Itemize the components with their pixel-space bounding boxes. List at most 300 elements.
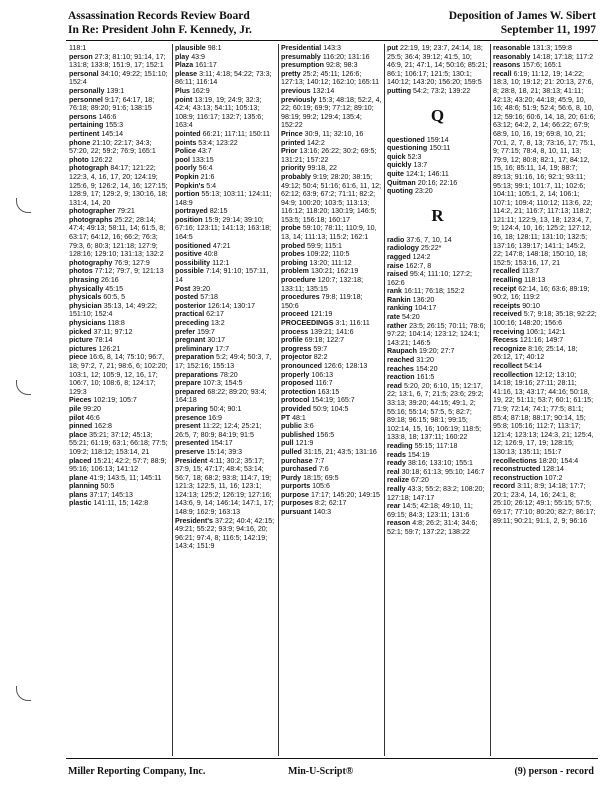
index-entry	[69, 285, 170, 294]
index-term: recollections	[493, 456, 537, 465]
index-page-refs: 157:6; 165:1	[522, 61, 562, 70]
index-page-refs: 43:9	[191, 52, 205, 61]
index-entry	[281, 293, 382, 310]
index-entry	[175, 190, 276, 207]
index-term: Presidential	[281, 44, 322, 52]
index-entry	[493, 61, 597, 70]
index-term: phrasing	[69, 276, 99, 285]
index-page-refs: 126:14; 130:17	[207, 301, 256, 310]
index-term: placed	[69, 456, 92, 465]
index-entry	[175, 259, 276, 268]
index-term: proceed	[281, 310, 309, 319]
index-entry	[69, 207, 170, 216]
index-entry	[281, 319, 382, 328]
index-entry	[175, 44, 276, 53]
index-term: purpose	[281, 490, 309, 499]
index-entry	[69, 431, 170, 457]
index-entry	[281, 139, 382, 148]
index-page-refs: 92:8; 98:3	[325, 61, 358, 70]
index-entry	[493, 267, 597, 276]
index-entry	[281, 405, 382, 414]
index-page-refs: 54:14	[524, 361, 542, 370]
index-entry	[281, 431, 382, 440]
index-page-refs: 21:6	[200, 172, 215, 181]
index-term: pointed	[175, 129, 201, 138]
index-term: pulled	[281, 447, 302, 456]
index-entry	[281, 130, 382, 139]
index-page-refs: 124:2	[412, 252, 431, 261]
index-entry	[281, 414, 382, 423]
index-term: probe	[281, 224, 301, 233]
index-entry	[387, 451, 488, 460]
index-entry	[281, 422, 382, 431]
index-page-refs: 35:13, 14; 49:22; 151:10; 152:4	[69, 301, 157, 319]
index-term: reconstructed	[493, 465, 541, 474]
index-page-refs: 77:12; 79:7, 9; 121:13	[94, 267, 164, 276]
index-term: ranking	[387, 304, 413, 313]
index-term: pursuant	[281, 508, 312, 517]
index-page-refs: 132:14	[312, 86, 335, 95]
index-term: recalling	[493, 276, 523, 285]
index-term: Plus	[175, 86, 190, 95]
index-term: picture	[69, 336, 93, 345]
index-page-refs: 13:7	[413, 161, 428, 170]
index-term: radiology	[387, 244, 419, 253]
index-term: pertinent	[69, 129, 100, 138]
index-page-refs: 90:10	[522, 301, 540, 310]
index-term: questioned	[387, 135, 425, 144]
index-entry	[69, 336, 170, 345]
index-entry	[387, 262, 488, 271]
index-page-refs: 13:20; 111:12	[309, 258, 352, 267]
index-entry	[387, 153, 488, 162]
index-page-refs: 17:17; 145:20; 149:15	[310, 490, 380, 499]
index-term: portion	[175, 190, 200, 199]
index-page-refs: 82:2	[313, 353, 328, 362]
index-term: purchased	[281, 465, 317, 474]
index-term: piece	[69, 353, 88, 362]
index-page-refs: 11:22; 12:4; 25:21; 26:5, 7; 80:9; 84:19; 91:5	[175, 422, 262, 439]
index-page-refs: 25:22*	[420, 244, 442, 253]
index-page-refs: 106:1; 142:1	[526, 327, 566, 336]
index-term: raised	[387, 270, 408, 279]
index-entry	[387, 287, 488, 296]
index-page-refs: 118:13	[524, 276, 546, 285]
index-page-refs: 116:20; 131:16	[322, 52, 370, 61]
index-page-refs: 5:2; 49:4; 50:3, 7, 17; 152:16; 155:13	[175, 353, 272, 370]
index-page-refs: 8:16; 25:14, 18; 26:12, 17; 40:12	[493, 344, 578, 362]
index-page-refs: 50:5	[100, 482, 115, 491]
index-term: presence	[175, 413, 207, 422]
index-entry	[175, 164, 276, 173]
index-page-refs: 25:2; 45:11; 126:6; 127:13; 140:12; 162:10; 165:11	[281, 69, 380, 87]
index-page-refs: 141:11, 15; 142:8	[93, 499, 149, 508]
index-term: recollection	[493, 370, 533, 379]
index-entry	[69, 267, 170, 276]
index-term: reading	[387, 441, 413, 450]
index-entry	[69, 53, 170, 70]
index-term: preparations	[175, 370, 218, 379]
index-entry	[175, 285, 276, 294]
index-term: Post	[175, 284, 191, 293]
index-entry	[69, 113, 170, 122]
index-page-refs: 69:18; 122:7	[304, 336, 345, 345]
index-page-refs: 162:9	[191, 86, 210, 95]
index-page-refs: 78:14	[94, 336, 113, 345]
column-divider	[278, 44, 279, 756]
index-page-refs: 53:4; 123:22	[198, 138, 238, 147]
index-term: physically	[69, 284, 104, 293]
index-page-refs: 52:3	[407, 152, 422, 161]
index-term: process	[281, 327, 309, 336]
index-term: put	[387, 44, 399, 52]
index-term: questioning	[387, 144, 428, 153]
index-entry	[281, 242, 382, 251]
index-term: purports	[281, 482, 311, 491]
index-entry	[175, 242, 276, 251]
index-term: real	[387, 467, 400, 476]
index-page-refs: 62:17	[206, 310, 224, 319]
index-page-refs: 106:13	[311, 370, 334, 379]
index-page-refs: 15:3; 48:18; 52:2, 4, 22; 60:19; 69:9; 77:12; 89:10; 98:19; 99:2; 129:4; 135:4; 152:22	[281, 95, 382, 130]
index-entry	[493, 302, 597, 311]
min-u-script-mark: Min-U-Script®	[288, 766, 354, 777]
index-term: received	[493, 310, 522, 319]
index-entry	[281, 224, 382, 241]
index-term: practical	[175, 310, 205, 319]
index-term: personal	[69, 69, 99, 78]
index-term: Plaza	[175, 61, 194, 70]
index-entry	[175, 207, 276, 216]
index-term: positioned	[175, 241, 211, 250]
index-page-refs: 142:2	[307, 138, 325, 147]
index-entry	[69, 70, 170, 87]
index-entry	[493, 310, 597, 327]
index-entry	[175, 457, 276, 517]
index-entry	[387, 459, 488, 468]
index-page-refs: 133:15	[191, 155, 214, 164]
index-entry	[387, 442, 488, 451]
index-term: rather	[387, 321, 408, 330]
index-entry	[175, 345, 276, 354]
index-entry	[387, 44, 488, 87]
index-entry	[69, 319, 170, 328]
index-term: physicals	[69, 293, 102, 302]
index-term: pregnant	[175, 336, 206, 345]
index-page-refs: 121:9	[295, 439, 314, 448]
index-entry	[175, 405, 276, 414]
index-term: receiving	[493, 327, 525, 336]
index-entry	[387, 304, 488, 313]
index-page-refs: 7:6	[318, 465, 329, 474]
index-term: ready	[387, 459, 406, 468]
header-rule	[66, 40, 598, 41]
index-entry	[281, 439, 382, 448]
index-entry	[175, 328, 276, 337]
index-term: protection	[281, 387, 316, 396]
index-entry	[387, 313, 488, 322]
index-page-refs: 163:15	[317, 387, 340, 396]
index-entry	[387, 161, 488, 170]
index-page-refs: 112:1	[212, 258, 230, 267]
index-page-refs: 118:8	[107, 319, 125, 327]
index-page-refs: 5:4	[206, 181, 217, 190]
index-entry	[281, 173, 382, 225]
index-term: Rankin	[387, 295, 411, 304]
index-page-refs: 21:10; 22:17; 34:3; 57:20, 22; 59:2; 76:9; 165:1	[69, 138, 156, 156]
index-page-refs: 23:20	[414, 187, 433, 196]
index-entry	[493, 53, 597, 62]
index-page-refs: 118:1	[69, 44, 87, 52]
index-page-refs: 78:20	[219, 370, 238, 379]
index-entry	[69, 302, 170, 319]
index-term: Pieces	[69, 396, 92, 405]
index-term: quite	[387, 169, 404, 178]
index-entry	[281, 53, 382, 62]
index-term: pronounced	[281, 361, 322, 370]
index-column	[493, 44, 597, 756]
index-page-refs: 59:10; 78:11; 110:9, 10, 13, 14; 111:13; 115:2; 162:1	[281, 224, 377, 242]
index-page-refs: 25:22; 28:14; 47:4; 49:13; 58:11, 14; 61:5, 8; 63:17; 64:12, 16; 66:2; 76:3; 79:3, 6; 80:3; 121:18; 127:9; 128:16; 129:10; 131:13; 132:2	[69, 215, 166, 259]
index-term: personally	[69, 86, 105, 95]
index-term: probes	[281, 250, 305, 259]
index-term: President	[175, 456, 208, 465]
index-term: persons	[69, 112, 97, 121]
index-entry	[281, 336, 382, 345]
index-term: prepared	[175, 387, 206, 396]
index-term: problem	[281, 267, 309, 276]
index-entry	[69, 164, 170, 207]
index-entry	[69, 216, 170, 259]
index-entry	[281, 164, 382, 173]
index-page-refs: 14:18; 17:18; 117:2	[532, 52, 594, 61]
index-term: really	[387, 484, 406, 493]
index-term: pretty	[281, 69, 301, 78]
index-entry	[281, 87, 382, 96]
index-term: picked	[69, 327, 92, 336]
index-page-refs: 41:9; 143:5, 11; 145:11	[89, 473, 162, 482]
index-entry	[175, 302, 276, 311]
index-page-refs: 107:2	[544, 473, 563, 482]
index-entry	[175, 147, 276, 156]
index-entry	[281, 96, 382, 130]
index-entry	[69, 139, 170, 156]
index-term: pertaining	[69, 121, 104, 130]
index-entry	[69, 345, 170, 354]
index-term: progress	[281, 344, 312, 353]
index-page-refs: 30:9, 11; 32:10, 16	[304, 129, 364, 138]
index-entry	[387, 347, 488, 356]
index-page-refs: 27:3; 81:10; 91:14, 17; 131:8; 133:8; 151:9, 17; 152:1	[69, 52, 166, 70]
index-entry	[281, 448, 382, 457]
page-range: (9) person - record	[514, 766, 594, 777]
index-term: quick	[387, 152, 406, 161]
binder-hole-mark	[16, 198, 31, 213]
index-entry	[281, 508, 382, 517]
index-term: physician	[69, 301, 102, 310]
index-entry	[175, 310, 276, 319]
index-term: quoting	[387, 187, 413, 196]
index-entry	[387, 244, 488, 253]
index-term: rank	[387, 287, 402, 296]
index-term: read	[387, 381, 402, 390]
index-entry	[281, 379, 382, 388]
index-term: play	[175, 52, 190, 61]
index-term: quickly	[387, 161, 412, 170]
index-page-refs: 47:21	[212, 241, 231, 250]
index-term: Police	[175, 147, 196, 156]
index-entry	[387, 179, 488, 188]
index-page-refs: 79:8; 119:18; 150:6	[281, 293, 363, 310]
index-term: raise	[387, 261, 404, 270]
index-term: pull	[281, 439, 294, 448]
index-entry	[493, 328, 597, 337]
index-term: priority	[281, 164, 306, 173]
index-page-refs: 31:15, 21; 43:5; 131:16	[303, 447, 377, 456]
index-page-refs: 9:17; 64:17, 18; 76:18; 89:20; 91:6; 138:15	[69, 95, 155, 113]
index-page-refs: 4:8; 26:2; 31:4; 34:6; 52:1; 59:7; 137:22; 138:22	[387, 519, 478, 536]
index-entry	[281, 396, 382, 405]
index-page-refs: 154:20	[415, 364, 438, 373]
index-page-refs: 22:19, 19; 23:7, 24:14, 18; 25:5; 36:4; 39:12; 41:5, 10; 46:9, 21; 47:1, 14; 50:16; 85:21; 86:1; 106:17; 121:5; 130:1; 140:12; 143:20; 156:20; 159:5	[387, 44, 488, 87]
index-entry	[69, 414, 170, 423]
index-entry	[281, 465, 382, 474]
index-term: preparing	[175, 404, 208, 413]
index-entry	[493, 44, 597, 53]
board-title: Assassination Records Review Board	[68, 10, 250, 22]
index-term: record	[493, 482, 516, 491]
index-term: plausible	[175, 44, 206, 52]
index-entry	[387, 144, 488, 153]
index-term: photos	[69, 267, 93, 276]
index-entry	[175, 53, 276, 62]
index-term: plans	[69, 490, 88, 499]
index-entry	[175, 156, 276, 165]
index-term: Popkin's	[175, 181, 205, 190]
index-page-refs: 95:4; 111:10; 127:2; 162:6	[387, 270, 472, 287]
index-page-refs: 57:18	[200, 293, 219, 302]
footer-rule	[66, 758, 598, 759]
index-entry	[175, 173, 276, 182]
index-page-refs: 3:6	[303, 422, 314, 431]
index-entry	[387, 253, 488, 262]
index-column	[387, 44, 488, 756]
index-term: reaches	[387, 364, 414, 373]
index-term: probed	[281, 241, 306, 250]
index-term: PROCEEDINGS	[281, 319, 334, 327]
index-page-refs: 54:2; 73:2; 139:22	[413, 86, 471, 95]
index-term: probing	[281, 258, 308, 267]
index-page-refs: 105:6	[312, 482, 330, 491]
index-page-refs: 30:18; 61:13; 95:10; 146:7	[401, 467, 485, 476]
index-entry	[493, 371, 597, 457]
index-page-refs: 113:7	[521, 267, 540, 276]
index-page-refs: 12:12; 13:10; 14:18; 19:16; 27:11; 28:11; 41:16, 13; 43:17; 44:16; 50:18, 19, 22; 51:11; 53:7; 60:1; 61:15; 71:9; 72:14; 74:1; 77:5; 81:1; 85:4; 87:18; 88:17; 90:14, 15; 95:8; 105:16; 112:7; 113:17; 121:4; 123:13; 124:3, 21; 125:4, 12; 126:9, 17, 19; 128:15; 130:13; 135:11; 151:7	[493, 370, 594, 456]
index-page-refs: 126:6; 128:13	[323, 361, 368, 370]
index-term: President's	[175, 516, 213, 525]
index-page-refs: 13:16; 26:22; 30:2; 69:5; 131:21; 157:22	[281, 147, 377, 164]
index-page-refs: 102:19; 105:7	[93, 396, 137, 405]
index-term: posterior	[175, 301, 206, 310]
index-entry	[175, 379, 276, 388]
index-section-letter: R	[431, 205, 444, 225]
index-term: photographer	[69, 207, 116, 216]
index-entry	[69, 87, 170, 96]
index-page-refs: 68:22; 89:20; 93:4; 164:18	[175, 387, 267, 405]
index-entry	[175, 517, 276, 551]
index-page-refs: 37:22; 40:4; 42:15; 49:21; 55:22; 93:9; 94:16, 20; 96:21; 97:4, 8; 116:5; 142:19; 143:4; 151:9	[175, 516, 275, 551]
index-page-refs: 161:5	[416, 373, 435, 382]
index-page-refs: 23:5; 26:15; 70:11; 78:6; 97:22; 104:14; 123:12; 124:1; 143:21; 146:5	[387, 321, 486, 347]
index-page-refs: 19:20; 27:7	[418, 347, 455, 356]
index-page-refs: 35:21; 37:12; 45:13; 55:21; 61:19; 63:1; 66:18; 77:5; 109:2; 118:12; 153:14, 21	[69, 430, 168, 456]
index-term: presumably	[281, 52, 321, 61]
index-page-refs: 55:15; 117:18	[414, 441, 458, 450]
index-page-refs: 15:9; 29:14; 39:10; 67:16; 123:11; 141:13; 163:18; 164:5	[175, 215, 272, 242]
index-page-refs: 3:1; 116:11	[335, 319, 370, 327]
index-term: probably	[281, 172, 311, 181]
index-entry	[493, 276, 597, 285]
index-page-refs: 50:9; 104:5	[312, 404, 349, 413]
index-page-refs: 17:7	[215, 344, 230, 353]
index-entry	[387, 519, 488, 536]
index-entry	[281, 474, 382, 483]
index-entry	[69, 276, 170, 285]
index-entry	[387, 502, 488, 519]
index-entry	[175, 293, 276, 302]
index-page-refs: 146:6	[98, 112, 117, 121]
index-page-refs: 76:9; 127:9	[114, 258, 150, 267]
index-page-refs: 162:7, 8	[405, 261, 432, 270]
index-term: planning	[69, 482, 99, 491]
index-term: Popkin	[175, 172, 199, 181]
index-entry	[175, 439, 276, 448]
index-term: recollect	[493, 361, 523, 370]
index-page-refs: 59:9; 115:1	[307, 241, 343, 250]
index-term: plane	[69, 473, 88, 482]
index-entry	[175, 319, 276, 328]
index-term: receipts	[493, 301, 521, 310]
index-entry	[387, 136, 488, 145]
index-term: reads	[387, 450, 406, 459]
index-term: PT	[281, 413, 291, 422]
index-term: reconstruction	[493, 473, 543, 482]
index-page-refs: 18:15; 69:5	[303, 473, 339, 482]
index-entry	[175, 353, 276, 370]
index-page-refs: 155:3	[105, 121, 124, 130]
index-page-refs: 120:7; 132:18; 133:11; 135:15	[281, 276, 364, 293]
index-entry	[69, 422, 170, 431]
index-page-refs: 18:20; 154:4	[538, 456, 579, 465]
index-entry	[281, 147, 382, 164]
index-page-refs: 43:7	[197, 147, 212, 156]
index-page-refs: 13:19, 19; 24:9; 32:3; 42:4; 43:13; 54:11; 105:13; 108:9; 116:17; 132:7; 135:6; 163:4	[175, 95, 264, 130]
index-entry	[69, 130, 170, 139]
index-page-refs: 116:7	[315, 379, 333, 388]
index-term: reached	[387, 356, 415, 365]
index-term: ragged	[387, 252, 411, 261]
index-entry	[175, 216, 276, 242]
index-term: putting	[387, 86, 412, 95]
index-term: radio	[387, 235, 405, 244]
index-term: receipt	[493, 284, 517, 293]
index-page-refs: 159:14	[426, 135, 449, 144]
index-page-refs: 5:20, 20; 6:10, 15; 12:17, 22; 13:1, 6, 7; 21:5; 23:6; 29:2; 33:13; 39:20; 44:15; 49:1, 2; 55:16; 55:14; 57:5, 5; 82:7; 89:18; 96:15; 98:1; 99:15; 102:14, 15, 16; 106:19; 118:5; 133:8, 18; 137:11; 160:22	[387, 381, 484, 442]
index-term: prepare	[175, 379, 202, 388]
index-page-refs: 159:7	[197, 327, 215, 336]
index-page-refs: 38:16; 133:10; 155:1	[407, 459, 474, 468]
reporting-company: Miller Reporting Company, Inc.	[68, 766, 206, 777]
